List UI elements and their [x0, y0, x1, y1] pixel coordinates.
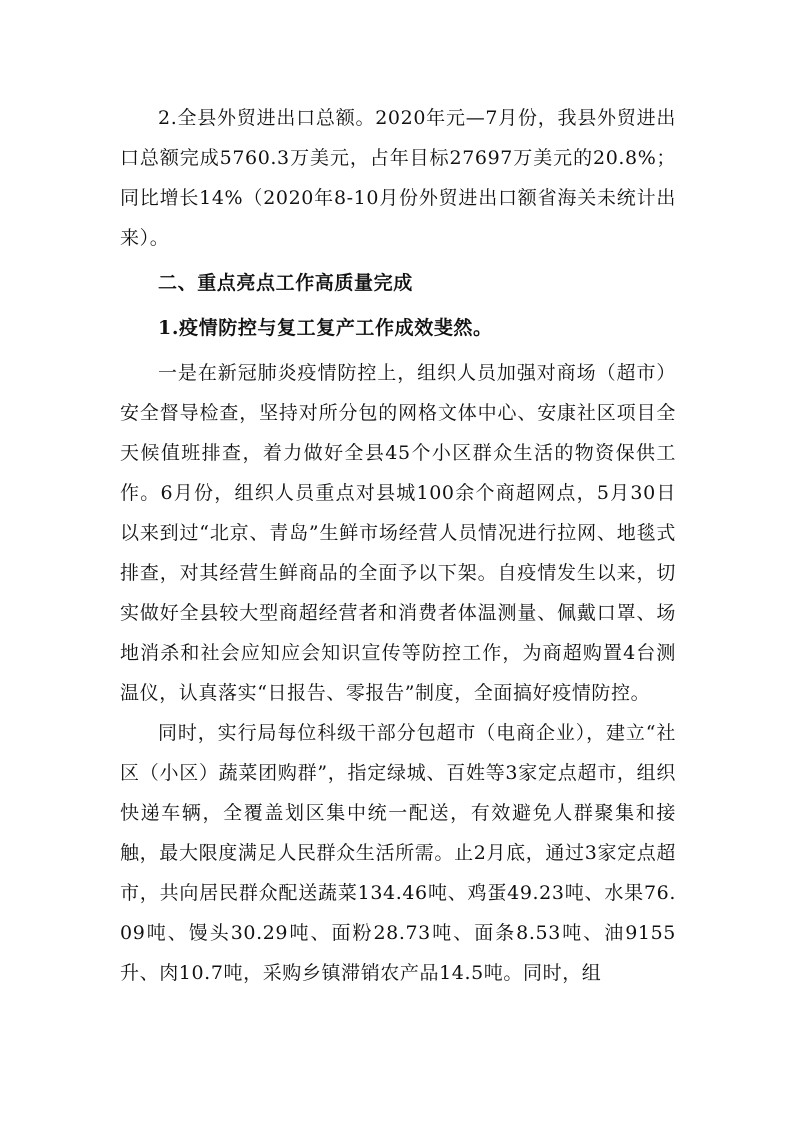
- section-heading-key-work: 二、重点亮点工作高质量完成: [158, 272, 413, 294]
- paragraph-epidemic-control: 一是在新冠肺炎疫情防控上，组织人员加强对商场（超市）安全督导检查，坚持对所分包的网格文体中心、安康社区项目全天候值班排查，着力做好全县45个小区群众生活的物资保供工作。6月份，组织人员重点对县城100余个商超网点，5月30日以来到过“北京、青岛”生鲜市场经营人员情况进行拉网、地毯式排查，对其经营生鲜商品的全面予以下架。自疫情发生以来，切实做好全县较大型商超经营者和消费者体温测量、佩戴口罩、场地消杀和社会应知应会知识宣传等防控工作，为商超购置4台测温仪，认真落实“日报告、零报告”制度，全面搞好疫情防控。: [120, 362, 676, 704]
- document-body: [120, 98, 676, 993]
- paragraph-foreign-trade: 2.全县外贸进出口总额。2020年元—7月份，我县外贸进出口总额完成5760.3万美元，占年目标27697万美元的20.8%；同比增长14%（2020年8-10月份外贸进出口额省海关未统计出来）。: [120, 107, 676, 249]
- paragraph-supply-delivery: 同时，实行局每位科级干部分包超市（电商企业），建立“社区（小区）蔬菜团购群”，指定绿城、百姓等3家定点超市，组织快递车辆，全覆盖划区集中统一配送，有效避免人群聚集和接触，最大限度满足人民群众生活所需。止2月底，通过3家定点超市，共向居民群众配送蔬菜134.46吨、鸡蛋49.23吨、水果76.09吨、馒头30.29吨、面粉28.73吨、面条8.53吨、油9155升、肉10.7吨，采购乡镇滞销农产品14.5吨。同时，组: [120, 722, 676, 984]
- subheading-epidemic-prevention: 1.疫情防控与复工复产工作成效斐然。: [158, 317, 493, 339]
